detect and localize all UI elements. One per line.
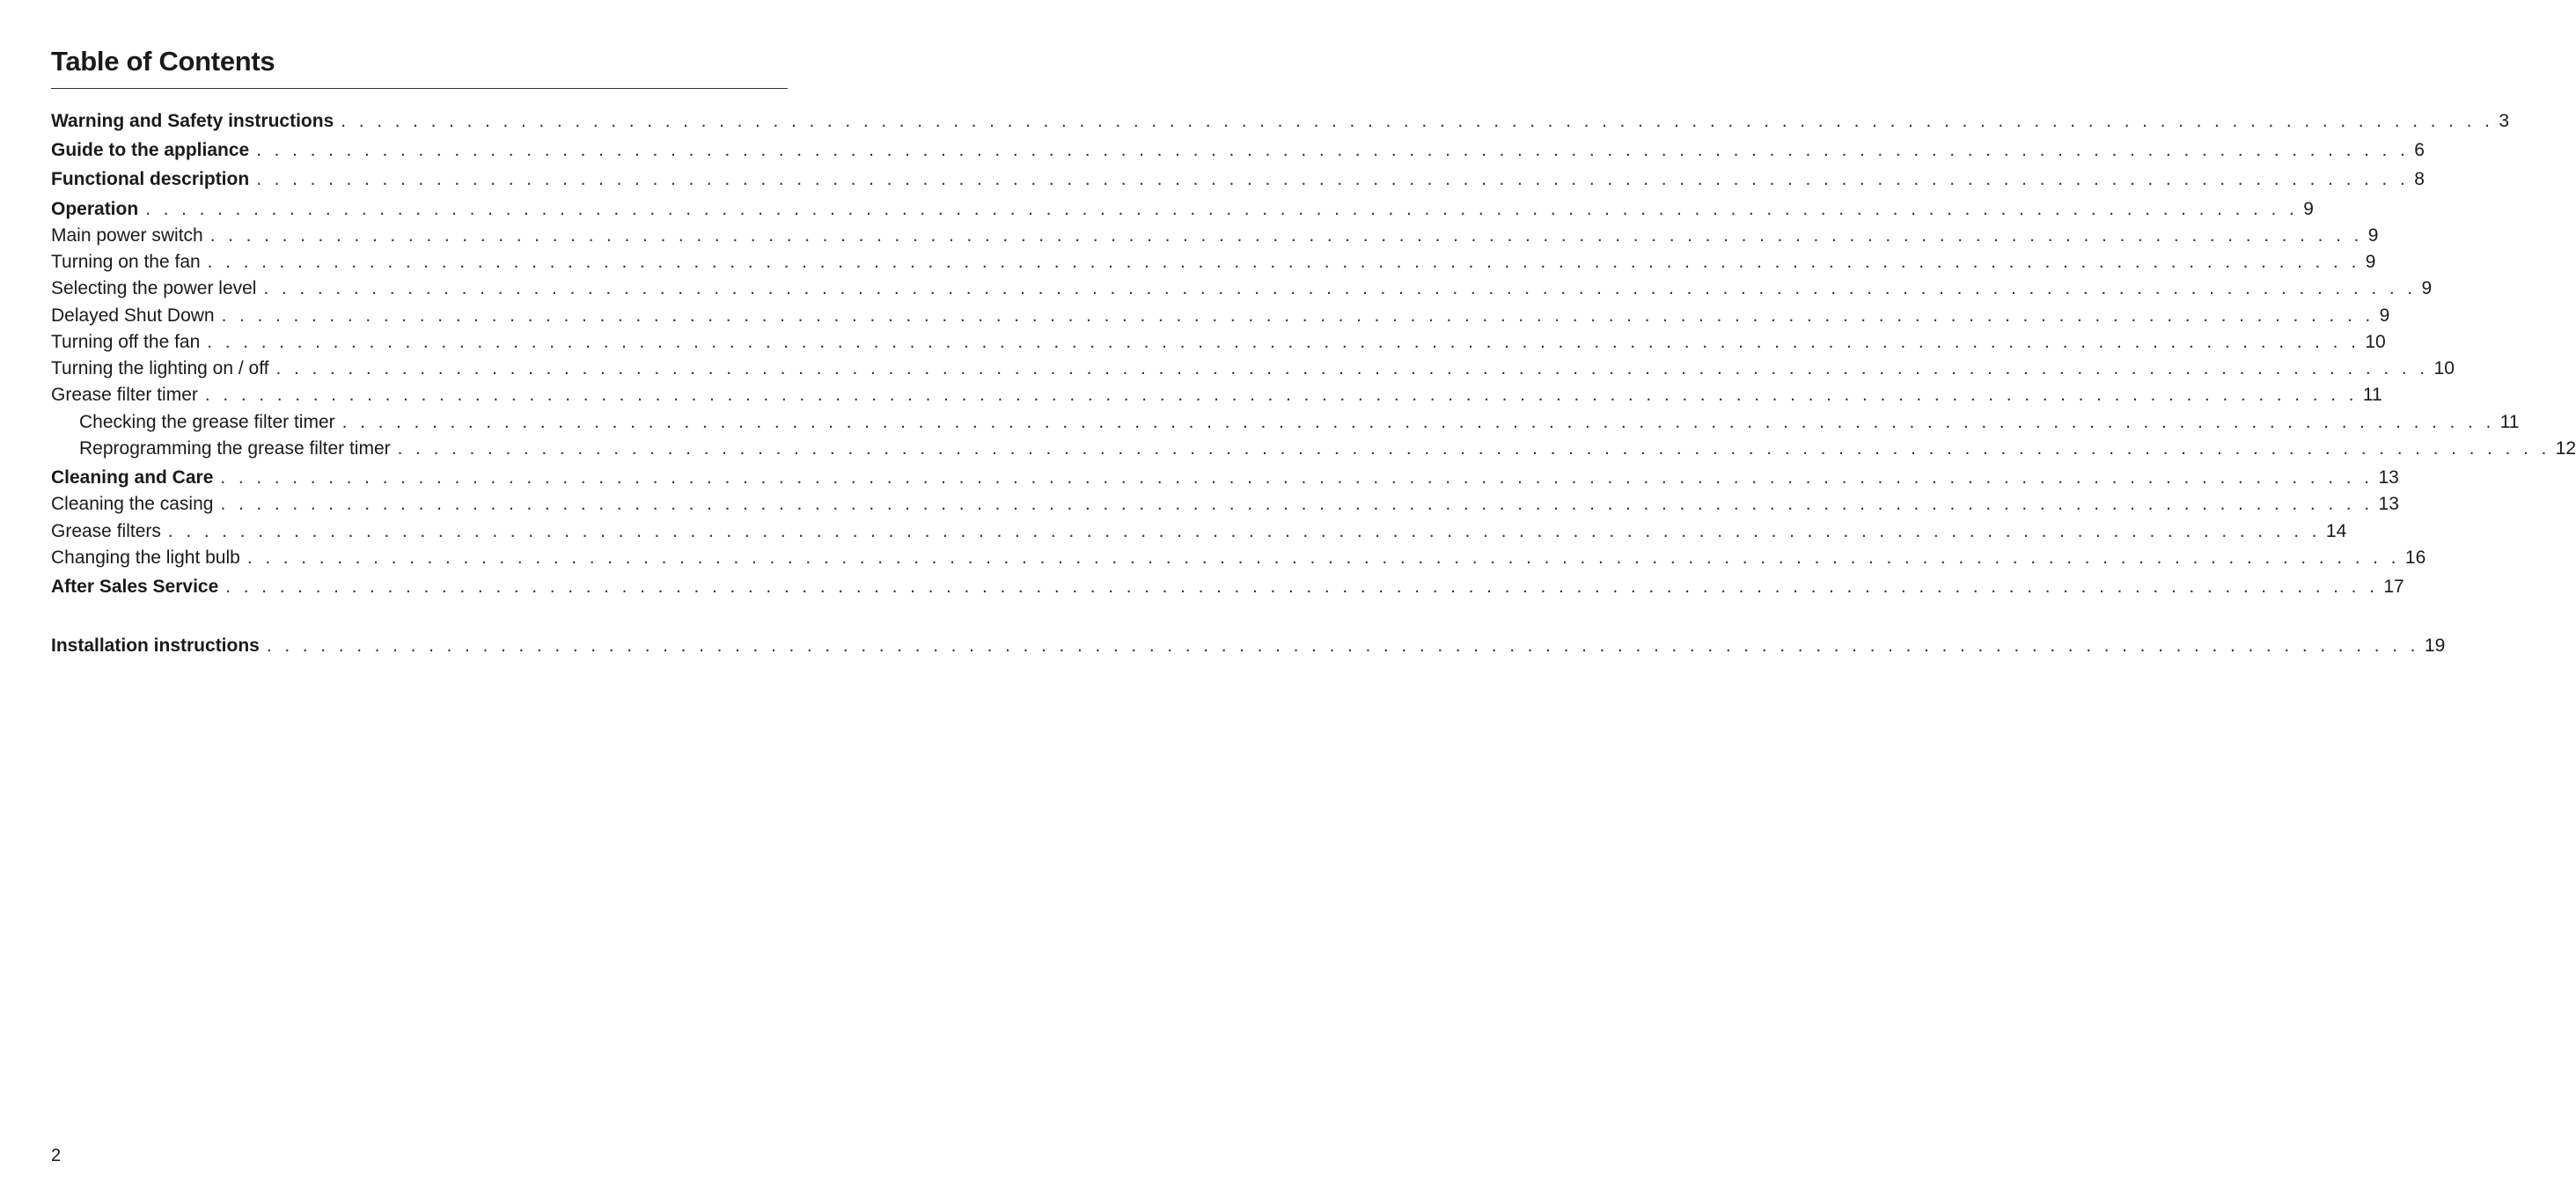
toc-entry-page-number: 10 — [2365, 332, 2386, 352]
toc-entry[interactable] — [51, 111, 2509, 137]
toc-entry[interactable] — [51, 169, 2425, 195]
toc-entry-label: Delayed Shut Down — [51, 305, 215, 326]
dot-leader: . . . . . . . . . . . . . . . . . . . . . . . . . . . . . . . . . . . . . . . . . . . . . . . . . . . . . . . . . . . . . . . . . . . . . . . . . . . . . . . . . . . . . . . . . . . . . . . . . . . . . . . . . . . . . . . . . . . . . . . . — [246, 547, 2400, 568]
toc-entry-label: Functional description — [51, 169, 250, 189]
toc-entry[interactable] — [51, 635, 2446, 662]
toc-entry[interactable] — [51, 358, 2455, 385]
toc-entry[interactable] — [51, 140, 2425, 166]
dot-leader: . . . . . . . . . . . . . . . . . . . . . . . . . . . . . . . . . . . . . . . . . . . . . . . . . . . . . . . . . . . . . . . . . . . . . . . . . . . . . . . . . . . . . . . . . . . . . . . . . . . . . . . . . . . . . . . . . . . . . . . . — [221, 305, 2374, 326]
toc-entry[interactable] — [51, 547, 2426, 574]
dot-leader: . . . . . . . . . . . . . . . . . . . . . . . . . . . . . . . . . . . . . . . . . . . . . . . . . . . . . . . . . . . . . . . . . . . . . . . . . . . . . . . . . . . . . . . . . . . . . . . . . . . . . . . . . . . . . . . . . . . . . . . . — [225, 577, 2379, 597]
dot-leader: . . . . . . . . . . . . . . . . . . . . . . . . . . . . . . . . . . . . . . . . . . . . . . . . . . . . . . . . . . . . . . . . . . . . . . . . . . . . . . . . . . . . . . . . . . . . . . . . . . . . . . . . . . . . . . . . . . . . . . . . — [145, 199, 2299, 219]
toc-entry-label: Main power switch — [51, 225, 203, 246]
toc-entry-label: Installation instructions — [51, 635, 260, 656]
toc-entry-label: After Sales Service — [51, 577, 219, 597]
toc-entry[interactable] — [51, 494, 2399, 520]
toc-entry-page-number: 13 — [2378, 494, 2399, 514]
toc-entry-page-number: 11 — [2362, 385, 2382, 405]
toc-entry-page-number: 16 — [2404, 547, 2426, 568]
toc-entry-page-number: 9 — [2379, 305, 2390, 326]
toc-entry-page-number: 8 — [2414, 169, 2425, 189]
dot-leader: . . . . . . . . . . . . . . . . . . . . . . . . . . . . . . . . . . . . . . . . . . . . . . . . . . . . . . . . . . . . . . . . . . . . . . . . . . . . . . . . . . . . . . . . . . . . . . . . . . . . . . . . . . . . . . . . . . . . . . . . — [209, 225, 2363, 246]
title-divider — [51, 88, 788, 89]
toc-entry[interactable] — [51, 332, 2386, 358]
toc-entry[interactable] — [51, 199, 2314, 225]
page-title: Table of Contents — [51, 46, 275, 77]
toc-entry-label: Turning on the fan — [51, 252, 201, 272]
toc-entry-page-number: 12 — [2555, 438, 2576, 459]
toc-entry-page-number: 11 — [2499, 412, 2520, 432]
toc-entry[interactable] — [51, 305, 2390, 332]
dot-leader: . . . . . . . . . . . . . . . . . . . . . . . . . . . . . . . . . . . . . . . . . . . . . . . . . . . . . . . . . . . . . . . . . . . . . . . . . . . . . . . . . . . . . . . . . . . . . . . . . . . . . . . . . . . . . . . . . . . . . . . . — [220, 494, 2374, 514]
toc-entry-page-number: 6 — [2414, 140, 2425, 160]
toc-entry-label: Reprogramming the grease filter timer — [79, 438, 391, 459]
toc-entry-label: Changing the light bulb — [51, 547, 240, 568]
toc-entry-label: Warning and Safety instructions — [51, 111, 334, 131]
toc-entry-page-number: 9 — [2367, 225, 2379, 246]
dot-leader: . . . . . . . . . . . . . . . . . . . . . . . . . . . . . . . . . . . . . . . . . . . . . . . . . . . . . . . . . . . . . . . . . . . . . . . . . . . . . . . . . . . . . . . . . . . . . . . . . . . . . . . . . . . . . . . . . . . . . . . . — [263, 278, 2417, 298]
toc-entry-page-number: 10 — [2433, 358, 2455, 378]
toc-entry[interactable] — [51, 278, 2433, 305]
dot-leader: . . . . . . . . . . . . . . . . . . . . . . . . . . . . . . . . . . . . . . . . . . . . . . . . . . . . . . . . . . . . . . . . . . . . . . . . . . . . . . . . . . . . . . . . . . . . . . . . . . . . . . . . . . . . . . . . . . . . . . . . — [275, 358, 2429, 378]
dot-leader: . . . . . . . . . . . . . . . . . . . . . . . . . . . . . . . . . . . . . . . . . . . . . . . . . . . . . . . . . . . . . . . . . . . . . . . . . . . . . . . . . . . . . . . . . . . . . . . . . . . . . . . . . . . . . . . . . . . . . . . . — [220, 467, 2374, 488]
toc-entry-label: Guide to the appliance — [51, 140, 250, 160]
dot-leader: . . . . . . . . . . . . . . . . . . . . . . . . . . . . . . . . . . . . . . . . . . . . . . . . . . . . . . . . . . . . . . . . . . . . . . . . . . . . . . . . . . . . . . . . . . . . . . . . . . . . . . . . . . . . . . . . . . . . . . . . — [341, 111, 2494, 131]
dot-leader: . . . . . . . . . . . . . . . . . . . . . . . . . . . . . . . . . . . . . . . . . . . . . . . . . . . . . . . . . . . . . . . . . . . . . . . . . . . . . . . . . . . . . . . . . . . . . . . . . . . . . . . . . . . . . . . . . . . . . . . . — [256, 169, 2410, 189]
toc-entry-label: Turning off the fan — [51, 332, 201, 352]
dot-leader: . . . . . . . . . . . . . . . . . . . . . . . . . . . . . . . . . . . . . . . . . . . . . . . . . . . . . . . . . . . . . . . . . . . . . . . . . . . . . . . . . . . . . . . . . . . . . . . . . . . . . . . . . . . . . . . . . . . . . . . . — [207, 252, 2360, 272]
dot-leader: . . . . . . . . . . . . . . . . . . . . . . . . . . . . . . . . . . . . . . . . . . . . . . . . . . . . . . . . . . . . . . . . . . . . . . . . . . . . . . . . . . . . . . . . . . . . . . . . . . . . . . . . . . . . . . . . . . . . . . . . — [256, 140, 2410, 160]
toc-entry-page-number: 9 — [2303, 199, 2314, 219]
toc-entry-label: Grease filters — [51, 521, 161, 541]
dot-leader: . . . . . . . . . . . . . . . . . . . . . . . . . . . . . . . . . . . . . . . . . . . . . . . . . . . . . . . . . . . . . . . . . . . . . . . . . . . . . . . . . . . . . . . . . . . . . . . . . . . . . . . . . . . . . . . . . . . . . . . . — [341, 412, 2495, 432]
toc-entry[interactable] — [51, 252, 2376, 278]
toc-entry-page-number: 14 — [2325, 521, 2347, 541]
toc-entry-page-number: 17 — [2383, 577, 2404, 597]
toc-entry[interactable] — [51, 385, 2382, 411]
toc-entry-label: Checking the grease filter timer — [79, 412, 335, 432]
toc-entry-page-number: 3 — [2499, 111, 2509, 131]
toc-entry-label: Selecting the power level — [51, 278, 257, 298]
toc-entry[interactable] — [51, 412, 2520, 438]
toc-entry-label: Operation — [51, 199, 139, 219]
toc-entry-label: Cleaning the casing — [51, 494, 214, 514]
toc-entry-label: Turning the lighting on / off — [51, 358, 269, 378]
toc-entry-page-number: 9 — [2421, 278, 2433, 298]
toc-entry[interactable] — [51, 521, 2347, 547]
toc-entry[interactable] — [51, 225, 2379, 252]
toc-entry[interactable] — [51, 577, 2404, 603]
dot-leader: . . . . . . . . . . . . . . . . . . . . . . . . . . . . . . . . . . . . . . . . . . . . . . . . . . . . . . . . . . . . . . . . . . . . . . . . . . . . . . . . . . . . . . . . . . . . . . . . . . . . . . . . . . . . . . . . . . . . . . . . — [204, 385, 2358, 405]
toc-entry-page-number: 19 — [2424, 635, 2446, 656]
toc-entry-page-number: 9 — [2365, 252, 2376, 272]
footer-page-number: 2 — [51, 1146, 62, 1165]
toc-entry-page-number: 13 — [2378, 467, 2399, 488]
dot-leader: . . . . . . . . . . . . . . . . . . . . . . . . . . . . . . . . . . . . . . . . . . . . . . . . . . . . . . . . . . . . . . . . . . . . . . . . . . . . . . . . . . . . . . . . . . . . . . . . . . . . . . . . . . . . . . . . . . . . . . . . — [266, 635, 2419, 656]
toc-entry[interactable] — [51, 467, 2399, 494]
dot-leader: . . . . . . . . . . . . . . . . . . . . . . . . . . . . . . . . . . . . . . . . . . . . . . . . . . . . . . . . . . . . . . . . . . . . . . . . . . . . . . . . . . . . . . . . . . . . . . . . . . . . . . . . . . . . . . . . . . . . . . . . — [167, 521, 2321, 541]
dot-leader: . . . . . . . . . . . . . . . . . . . . . . . . . . . . . . . . . . . . . . . . . . . . . . . . . . . . . . . . . . . . . . . . . . . . . . . . . . . . . . . . . . . . . . . . . . . . . . . . . . . . . . . . . . . . . . . . . . . . . . . . — [397, 438, 2550, 459]
toc-entry[interactable] — [51, 438, 2576, 465]
toc-entry-label: Cleaning and Care — [51, 467, 214, 488]
dot-leader: . . . . . . . . . . . . . . . . . . . . . . . . . . . . . . . . . . . . . . . . . . . . . . . . . . . . . . . . . . . . . . . . . . . . . . . . . . . . . . . . . . . . . . . . . . . . . . . . . . . . . . . . . . . . . . . . . . . . . . . . — [207, 332, 2360, 352]
toc-entry-label: Grease filter timer — [51, 385, 198, 405]
